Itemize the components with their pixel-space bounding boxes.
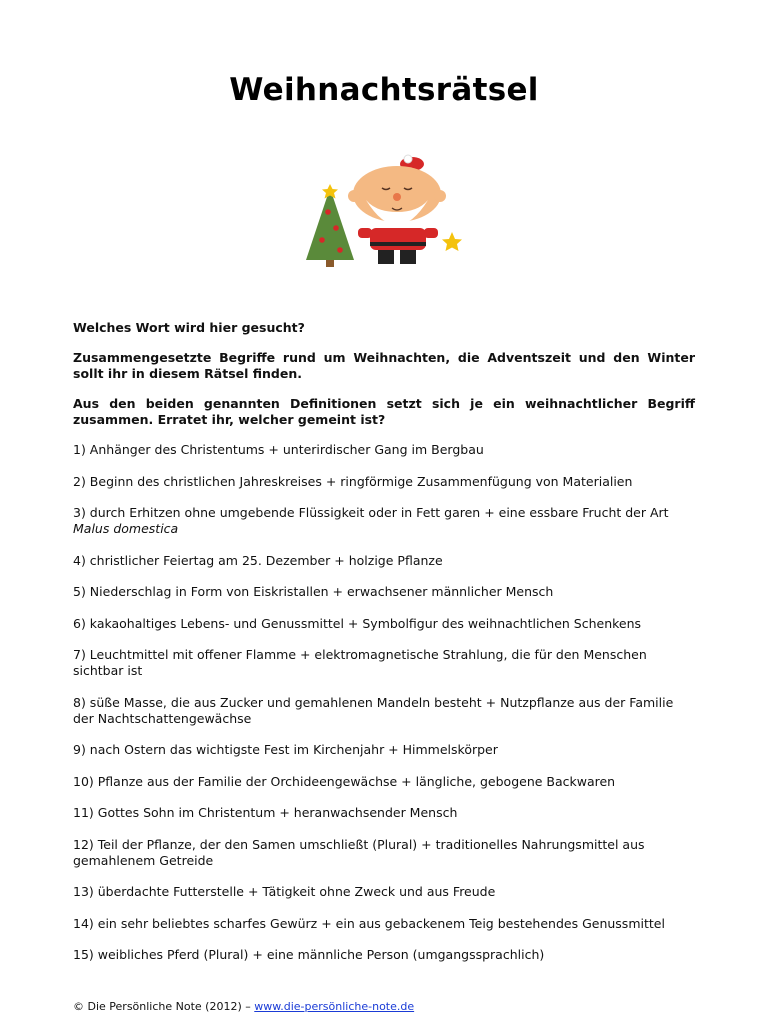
riddle-item: 3) durch Erhitzen ohne umgebende Flüssigkeit oder in Fett garen + eine essbare Frucht der Art Malus domestica — [73, 505, 669, 536]
riddle-item-italic: Malus domestica — [73, 521, 179, 536]
riddle-item: 1) Anhänger des Christentums + unterirdischer Gang im Bergbau — [73, 442, 484, 457]
riddle-item: 12) Teil der Pflanze, der den Samen umschließt (Plural) + traditionelles Nahrungsmittel aus gemahlenem Getreide — [73, 836, 645, 868]
riddle-item: 8) süße Masse, die aus Zucker und gemahlenen Mandeln besteht + Nutzpflanze aus der Familie der Nachtschattengewächse — [73, 694, 674, 726]
santa-icon — [348, 155, 446, 264]
page-title: Weihnachtsrätsel — [229, 72, 539, 108]
riddle-list — [73, 442, 695, 963]
riddle-item: 14) ein sehr beliebtes scharfes Gewürz + ein aus gebackenem Teig bestehendes Genussmittel — [73, 915, 665, 931]
riddle-item: 4) christlicher Feiertag am 25. Dezember + holzige Pflanze — [73, 552, 443, 568]
star-icon — [442, 232, 462, 251]
footer — [73, 1000, 414, 1014]
riddle-item: 5) Niederschlag in Form von Eiskristallen + erwachsener männlicher Mensch — [73, 584, 554, 599]
christmas-illustration — [300, 150, 470, 275]
riddle-item: 10) Pflanze aus der Familie der Orchideengewächse + längliche, gebogene Backwaren — [73, 773, 616, 789]
intro-paragraph-2: Aus den beiden genannten Definitionen setzt sich je ein weihnachtlicher Begriff zusammen. Erratet ihr, welcher gemeint ist? — [73, 396, 695, 427]
christmas-tree-icon — [306, 184, 354, 267]
riddle-item: 7) Leuchtmittel mit offener Flamme + elektromagnetische Strahlung, die für den Menschen sichtbar ist — [73, 647, 647, 678]
footer-website-link[interactable]: www.die-persönliche-note.de — [254, 1000, 415, 1013]
riddle-item: 2) Beginn des christlichen Jahreskreises + ringförmige Zusammenfügung von Materialien — [73, 473, 633, 489]
riddle-item: 6) kakaohaltiges Lebens- und Genussmittel + Symbolfigur des weihnachtlichen Schenkens — [73, 615, 642, 631]
puzzle-content — [73, 320, 695, 979]
riddle-item: 9) nach Ostern das wichtigste Fest im Kirchenjahr + Himmelskörper — [73, 742, 498, 757]
riddle-item: 15) weibliches Pferd (Plural) + eine männliche Person (umgangssprachlich) — [73, 947, 545, 962]
riddle-item: 13) überdachte Futterstelle + Tätigkeit ohne Zweck und aus Freude — [73, 884, 496, 899]
intro-paragraph-1: Zusammengesetzte Begriffe rund um Weihnachten, die Adventszeit und den Winter sollt ihr in diesem Rätsel finden. — [73, 350, 695, 381]
intro-question: Welches Wort wird hier gesucht? — [73, 320, 305, 335]
riddle-item: 11) Gottes Sohn im Christentum + heranwachsender Mensch — [73, 805, 458, 820]
footer-copyright: © Die Persönliche Note (2012) – — [73, 1000, 255, 1013]
